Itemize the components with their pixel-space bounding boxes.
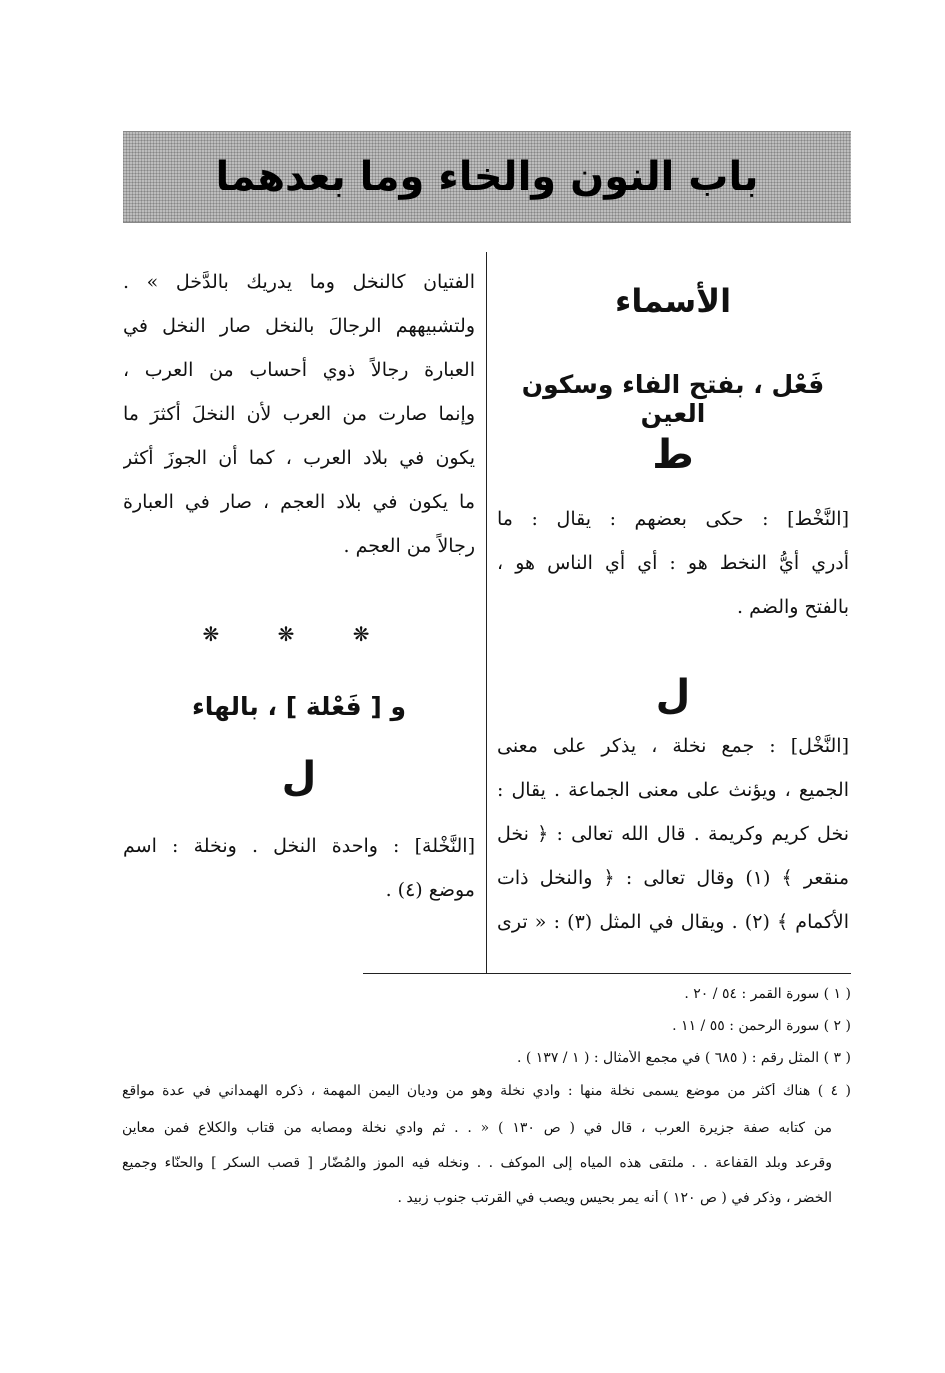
chapter-header-band (123, 131, 851, 223)
text-line: وإنما صارت من العرب لأن النخلَ أكثرَ ما (123, 403, 475, 425)
entry-nakhla (123, 824, 475, 912)
letter-heading: ل (655, 672, 691, 718)
text-line: نخل كريم وكريمة . قال الله تعالى : ﴿ نخل (497, 823, 849, 845)
footnote: ( ١ ) سورة القمر : ٥٤ / ٢٠ . (684, 986, 851, 1002)
text-line: أدري أيُّ النخط هو : أي أي الناس هو ، (497, 552, 849, 574)
text-line: العبارة رجالاً ذوي أحساب من العرب ، (123, 359, 475, 381)
text-line: ولتشبيههم الرجالَ بالنخل صار النخل في (123, 315, 475, 337)
text-line: الجميع ، ويؤنث على معنى الجماعة . يقال : (497, 779, 849, 801)
entry-nakht (497, 497, 849, 629)
footnote-line: وقرعد وبلد القفاعة . . ملتقى هذه المياه إلى الموكف . . ونخله فيه الموز والمُضّار [ قصب السكر ] والحنّاء وجميع (122, 1155, 832, 1171)
text-line: [النَّخْل] : جمع نخلة ، يذكر على معنى (497, 735, 849, 757)
text-line: بالفتح والضم . (737, 596, 849, 618)
column-divider (486, 252, 487, 974)
footnote: ( ٢ ) سورة الرحمن : ٥٥ / ١١ . (672, 1018, 851, 1034)
section-title: الأسماء (614, 282, 732, 320)
footnote-line: الخضر ، وذكر في ( ص ١٢٠ ) أنه يمر بحيس ويصب في القرتب جنوب زبيد . (397, 1190, 832, 1206)
text-line: رجالاً من العجم . (343, 535, 475, 557)
entry-nakhl (497, 724, 849, 944)
footnote-line: من كتابه صفة جزيرة العرب ، قال في ( ص ١٣٠ ) « . . ثم وادي نخلة ومصابه من قتاب والكلاع فمن معاين (122, 1120, 832, 1136)
footnote-line: ( ٤ ) هناك أكثر من موضع يسمى نخلة منها : وادي نخلة وهو من وديان اليمن المهمة ، ذكره الهمداني في عدة مواقع (122, 1083, 851, 1099)
pattern-title: و [ فَعْلة ] ، بالهاء (191, 692, 407, 721)
footnote: ( ٣ ) المثل رقم : ( ٦٨٥ ) في مجمع الأمثال : ( ١ / ١٣٧ ) . (516, 1050, 851, 1066)
entry-continuation (123, 260, 475, 568)
footnote-rule (363, 973, 851, 974)
text-line: ما يكون في بلاد العجم ، صار في العبارة (123, 491, 475, 513)
chapter-title: باب النون والخاء وما بعدهما (215, 154, 759, 200)
pattern-title: فَعْل ، بفتح الفاء وسكون العين (521, 370, 825, 428)
text-line: موضع (٤) . (385, 879, 475, 901)
letter-heading: ل (281, 754, 317, 800)
section-separator: ❋ ❋ ❋ (202, 622, 396, 646)
text-line: يكون في بلاد العرب ، كما أن الجوزَ أكثر (123, 447, 475, 469)
text-line: منقعر ﴾ (١) وقال تعالى : ﴿ والنخل ذات (497, 867, 849, 889)
text-line: الأكمام ﴾ (٢) . ويقال في المثل (٣) : « ترى (497, 911, 849, 933)
text-line: الفتيان كالنخل وما يدريك بالدَّخل » . (123, 271, 475, 293)
text-line: [النَّخْط] : حكى بعضهم : يقال : ما (497, 508, 849, 530)
text-line: [النَّخْلة] : واحدة النخل . ونخلة : اسم (123, 835, 475, 857)
letter-heading: ط (652, 432, 694, 478)
